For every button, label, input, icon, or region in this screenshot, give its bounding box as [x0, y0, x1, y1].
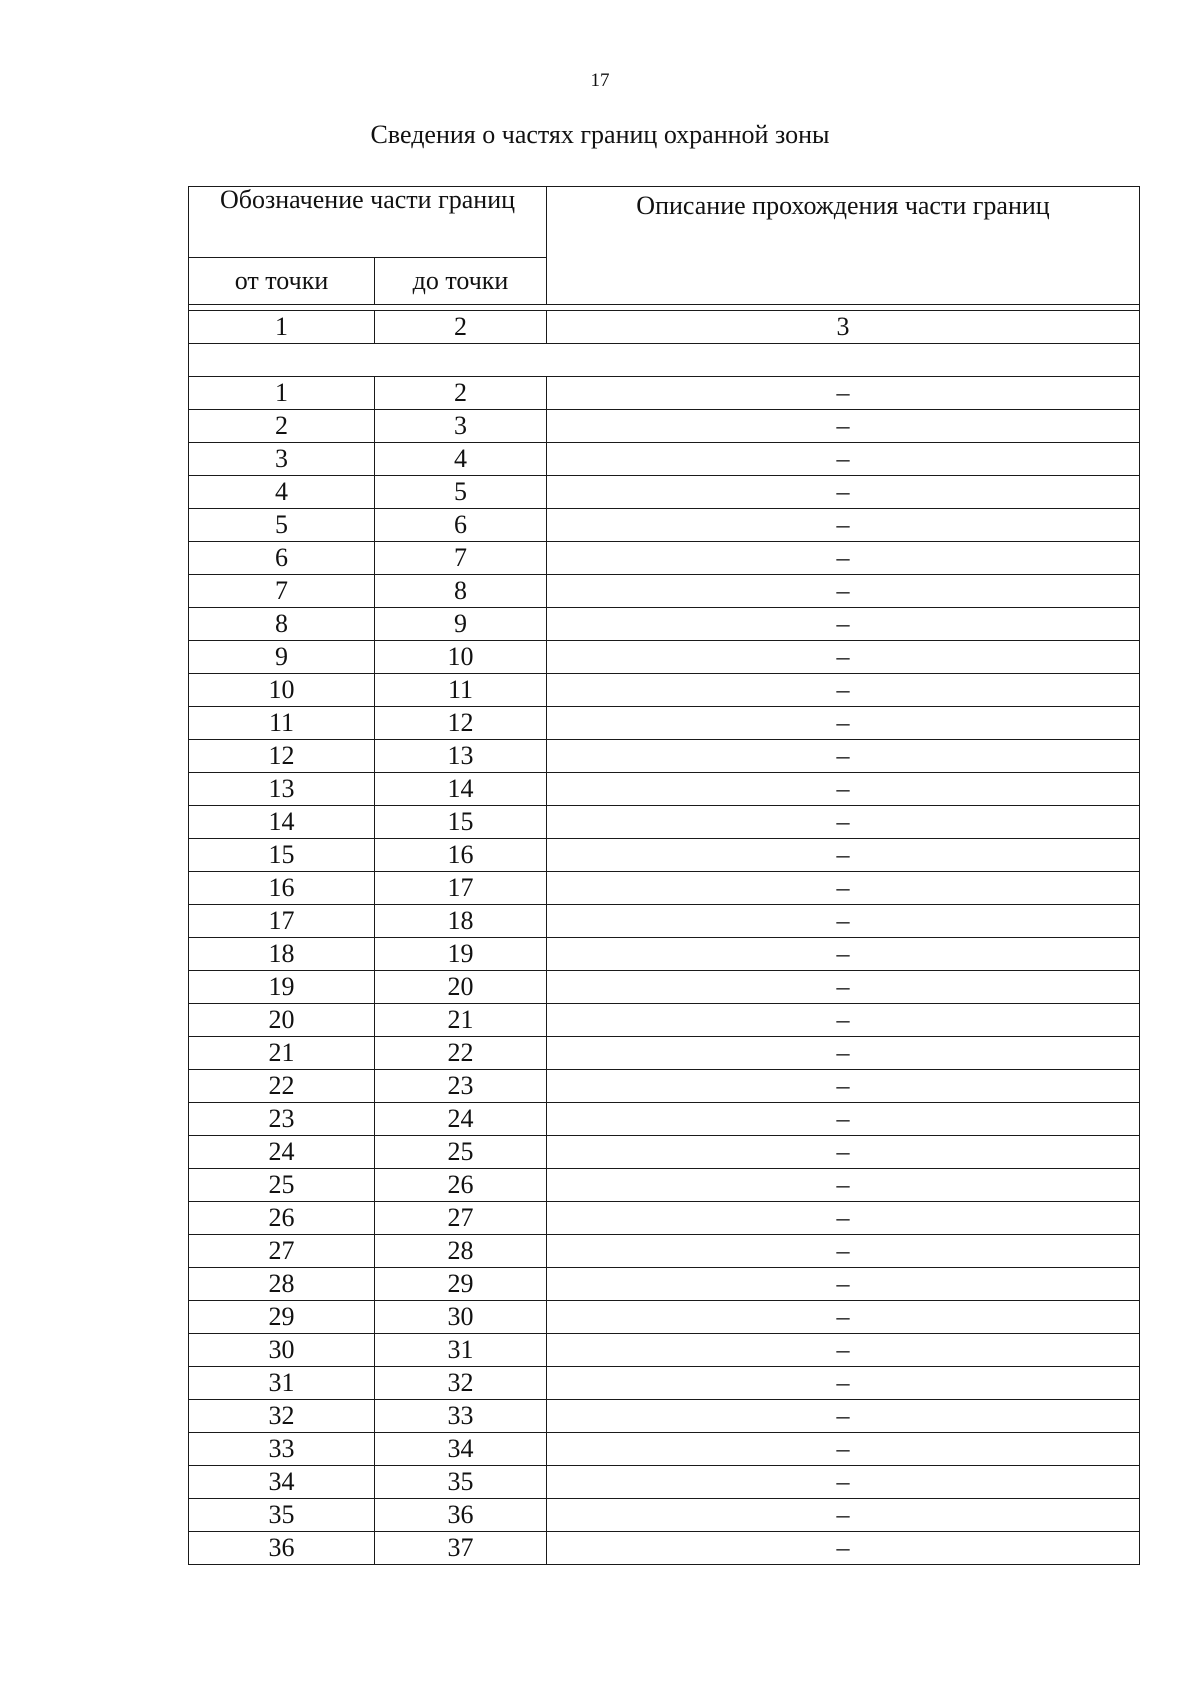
description-cell: –: [547, 872, 1140, 905]
header-row-main: [189, 187, 1140, 258]
description-cell: –: [547, 1532, 1140, 1565]
from-point-cell: 22: [189, 1070, 375, 1103]
table-row: [189, 1037, 1140, 1070]
to-point-cell: 7: [375, 542, 547, 575]
to-point-cell: 15: [375, 806, 547, 839]
from-point-cell: 16: [189, 872, 375, 905]
table-row: [189, 674, 1140, 707]
description-cell: –: [547, 674, 1140, 707]
description-cell: –: [547, 971, 1140, 1004]
from-point-cell: 5: [189, 509, 375, 542]
description-cell: –: [547, 509, 1140, 542]
from-point-cell: 31: [189, 1367, 375, 1400]
table-row: [189, 509, 1140, 542]
to-point-cell: 25: [375, 1136, 547, 1169]
from-point-cell: 7: [189, 575, 375, 608]
to-point-cell: 37: [375, 1532, 547, 1565]
to-point-cell: 19: [375, 938, 547, 971]
description-cell: –: [547, 1070, 1140, 1103]
table-row: [189, 773, 1140, 806]
from-point-cell: 12: [189, 740, 375, 773]
to-point-cell: 12: [375, 707, 547, 740]
table-row: [189, 740, 1140, 773]
from-point-cell: 2: [189, 410, 375, 443]
table-row: [189, 1433, 1140, 1466]
to-point-cell: 17: [375, 872, 547, 905]
to-point-cell: 5: [375, 476, 547, 509]
to-point-cell: 22: [375, 1037, 547, 1070]
table-row: [189, 1499, 1140, 1532]
table-row: [189, 971, 1140, 1004]
header-description-cell: Описание прохождения части границ: [547, 187, 1140, 305]
to-point-cell: 34: [375, 1433, 547, 1466]
description-cell: –: [547, 1169, 1140, 1202]
description-cell: –: [547, 1433, 1140, 1466]
table-row: [189, 476, 1140, 509]
description-cell: –: [547, 707, 1140, 740]
description-cell: –: [547, 1235, 1140, 1268]
description-cell: –: [547, 1103, 1140, 1136]
description-cell: –: [547, 1334, 1140, 1367]
to-point-cell: 18: [375, 905, 547, 938]
to-point-cell: 31: [375, 1334, 547, 1367]
table-row: [189, 1367, 1140, 1400]
from-point-cell: 25: [189, 1169, 375, 1202]
section-row: [189, 344, 1140, 377]
to-point-cell: 23: [375, 1070, 547, 1103]
table-body: [189, 187, 1140, 1565]
from-point-cell: 24: [189, 1136, 375, 1169]
to-point-cell: 29: [375, 1268, 547, 1301]
from-point-cell: 10: [189, 674, 375, 707]
header-from-cell: от точки: [189, 258, 375, 305]
from-point-cell: 3: [189, 443, 375, 476]
table-row: [189, 1400, 1140, 1433]
description-cell: –: [547, 443, 1140, 476]
description-cell: –: [547, 1268, 1140, 1301]
boundary-table: [188, 186, 1140, 1565]
to-point-cell: 27: [375, 1202, 547, 1235]
table-row: [189, 938, 1140, 971]
to-point-cell: 26: [375, 1169, 547, 1202]
from-point-cell: 19: [189, 971, 375, 1004]
description-cell: –: [547, 575, 1140, 608]
description-cell: –: [547, 1466, 1140, 1499]
table-row: [189, 905, 1140, 938]
table-row: [189, 641, 1140, 674]
description-cell: –: [547, 377, 1140, 410]
from-point-cell: 1: [189, 377, 375, 410]
description-cell: –: [547, 1301, 1140, 1334]
to-point-cell: 11: [375, 674, 547, 707]
to-point-cell: 4: [375, 443, 547, 476]
table-row: [189, 575, 1140, 608]
from-point-cell: 32: [189, 1400, 375, 1433]
description-cell: –: [547, 905, 1140, 938]
to-point-cell: 14: [375, 773, 547, 806]
to-point-cell: 10: [375, 641, 547, 674]
from-point-cell: 27: [189, 1235, 375, 1268]
from-point-cell: 36: [189, 1532, 375, 1565]
table-row: [189, 1235, 1140, 1268]
from-point-cell: 29: [189, 1301, 375, 1334]
description-cell: –: [547, 542, 1140, 575]
from-point-cell: 34: [189, 1466, 375, 1499]
table-row: [189, 1202, 1140, 1235]
description-cell: –: [547, 773, 1140, 806]
description-cell: –: [547, 1367, 1140, 1400]
from-point-cell: 28: [189, 1268, 375, 1301]
from-point-cell: 35: [189, 1499, 375, 1532]
to-point-cell: 6: [375, 509, 547, 542]
description-cell: –: [547, 1499, 1140, 1532]
description-cell: –: [547, 1400, 1140, 1433]
table-row: [189, 1334, 1140, 1367]
to-point-cell: 35: [375, 1466, 547, 1499]
description-cell: –: [547, 938, 1140, 971]
from-point-cell: 6: [189, 542, 375, 575]
to-point-cell: 16: [375, 839, 547, 872]
description-cell: –: [547, 608, 1140, 641]
to-point-cell: 28: [375, 1235, 547, 1268]
table-row: [189, 377, 1140, 410]
from-point-cell: 17: [189, 905, 375, 938]
to-point-cell: 3: [375, 410, 547, 443]
table-row: [189, 1532, 1140, 1565]
from-point-cell: 8: [189, 608, 375, 641]
page-number: 17: [590, 70, 610, 91]
description-cell: –: [547, 740, 1140, 773]
table-row: [189, 707, 1140, 740]
description-cell: –: [547, 1004, 1140, 1037]
table-row: [189, 1004, 1140, 1037]
header-group-cell: Обозначение части границ: [189, 187, 547, 258]
table-row: [189, 806, 1140, 839]
from-point-cell: 15: [189, 839, 375, 872]
column-number-cell: 2: [375, 311, 547, 344]
description-cell: –: [547, 1202, 1140, 1235]
table-row: [189, 872, 1140, 905]
table-row: [189, 1070, 1140, 1103]
description-cell: –: [547, 1037, 1140, 1070]
header-to-cell: до точки: [375, 258, 547, 305]
from-point-cell: 26: [189, 1202, 375, 1235]
description-cell: –: [547, 806, 1140, 839]
from-point-cell: 33: [189, 1433, 375, 1466]
to-point-cell: 8: [375, 575, 547, 608]
table-row: [189, 443, 1140, 476]
from-point-cell: 14: [189, 806, 375, 839]
to-point-cell: 9: [375, 608, 547, 641]
column-number-row: [189, 311, 1140, 344]
table-row: [189, 1169, 1140, 1202]
to-point-cell: 32: [375, 1367, 547, 1400]
table-row: [189, 839, 1140, 872]
table-row: [189, 1103, 1140, 1136]
to-point-cell: 21: [375, 1004, 547, 1037]
description-cell: –: [547, 641, 1140, 674]
section-cell: [189, 344, 1140, 377]
from-point-cell: 4: [189, 476, 375, 509]
table-row: [189, 410, 1140, 443]
to-point-cell: 33: [375, 1400, 547, 1433]
from-point-cell: 18: [189, 938, 375, 971]
description-cell: –: [547, 1136, 1140, 1169]
table-row: [189, 1301, 1140, 1334]
to-point-cell: 36: [375, 1499, 547, 1532]
table-row: [189, 608, 1140, 641]
description-cell: –: [547, 410, 1140, 443]
to-point-cell: 30: [375, 1301, 547, 1334]
column-number-cell: 1: [189, 311, 375, 344]
from-point-cell: 21: [189, 1037, 375, 1070]
page-title: Сведения о частях границ охранной зоны: [370, 120, 830, 149]
to-point-cell: 20: [375, 971, 547, 1004]
to-point-cell: 24: [375, 1103, 547, 1136]
table-row: [189, 1268, 1140, 1301]
table-row: [189, 542, 1140, 575]
description-cell: –: [547, 476, 1140, 509]
from-point-cell: 9: [189, 641, 375, 674]
to-point-cell: 2: [375, 377, 547, 410]
table-row: [189, 1466, 1140, 1499]
from-point-cell: 23: [189, 1103, 375, 1136]
from-point-cell: 20: [189, 1004, 375, 1037]
from-point-cell: 30: [189, 1334, 375, 1367]
from-point-cell: 11: [189, 707, 375, 740]
column-number-cell: 3: [547, 311, 1140, 344]
to-point-cell: 13: [375, 740, 547, 773]
description-cell: –: [547, 839, 1140, 872]
table-row: [189, 1136, 1140, 1169]
from-point-cell: 13: [189, 773, 375, 806]
